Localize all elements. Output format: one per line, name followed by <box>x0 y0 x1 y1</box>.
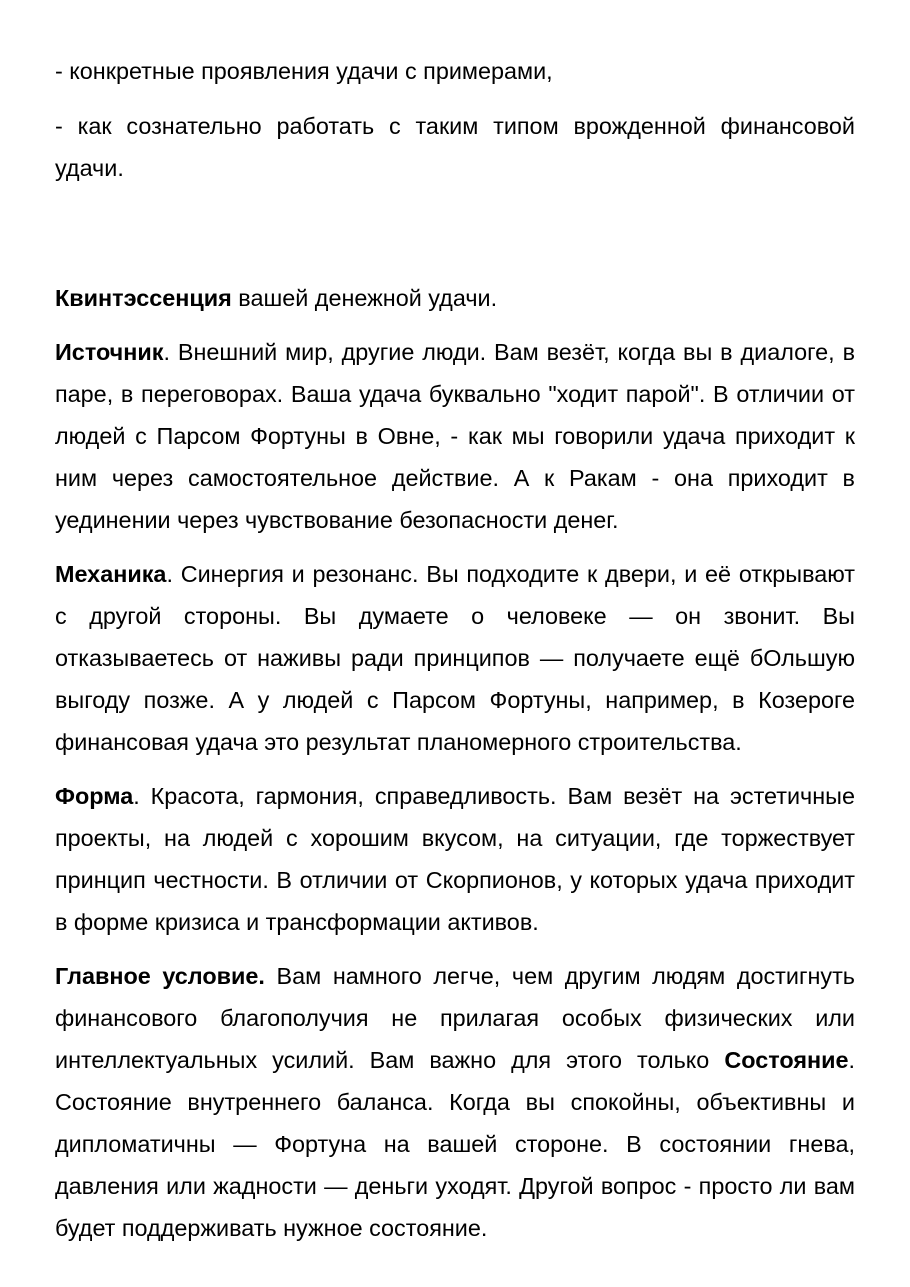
condition-text-1: Вам намного легче, чем другим людям достигнуть финансового благополучия не прилагая особых физических или интеллектуальных усилий. Вам важно для этого только <box>55 963 855 1073</box>
quintessence-text: вашей денежной удачи. <box>231 285 498 311</box>
source-text: . Внешний мир, другие люди. Вам везёт, когда вы в диалоге, в паре, в переговорах. Ваша удача буквально "ходит парой". В отличии от людей с Парсом Фортуны в Овне, - как мы говорили удача приходит к ним через самостоятельное действие. А к Ракам - она приходит в уединении через чувствование безопасности денег. <box>55 339 855 533</box>
form-paragraph <box>55 775 855 943</box>
form-text: . Красота, гармония, справедливость. Вам везёт на эстетичные проекты, на людей с хорошим вкусом, на ситуации, где торжествует принцип честности. В отличии от Скорпионов, у которых удача приходит в форме кризиса и трансформации активов. <box>55 783 855 935</box>
condition-paragraph <box>55 955 855 1249</box>
intro-item-1: - конкретные проявления удачи с примерами, <box>55 58 553 84</box>
document-page <box>55 50 855 1249</box>
condition-text-2: . Состояние внутреннего баланса. Когда вы спокойны, объективны и дипломатичны — Фортуна на вашей стороне. В состоянии гнева, давления или жадности — деньги уходят. Другой вопрос - просто ли вам будет поддерживать нужное состояние. <box>55 1047 855 1241</box>
mechanics-text: . Синергия и резонанс. Вы подходите к двери, и её открывают с другой стороны. Вы думаете о человеке — он звонит. Вы отказываетесь от наживы ради принципов — получаете ещё бОльшую выгоду позже. А у людей с Парсом Фортуны, например, в Козероге финансовая удача это результат планомерного строительства. <box>55 561 855 755</box>
mechanics-label: Механика <box>55 561 167 587</box>
condition-label: Главное условие. <box>55 963 265 989</box>
intro-item-2: - как сознательно работать с таким типом врожденной финансовой удачи. <box>55 113 855 181</box>
quintessence-heading <box>55 277 855 319</box>
mechanics-paragraph <box>55 553 855 763</box>
condition-keyword: Состояние <box>724 1047 849 1073</box>
quintessence-bold: Квинтэссенция <box>55 285 232 311</box>
source-label: Источник <box>55 339 164 365</box>
source-paragraph <box>55 331 855 541</box>
form-label: Форма <box>55 783 134 809</box>
